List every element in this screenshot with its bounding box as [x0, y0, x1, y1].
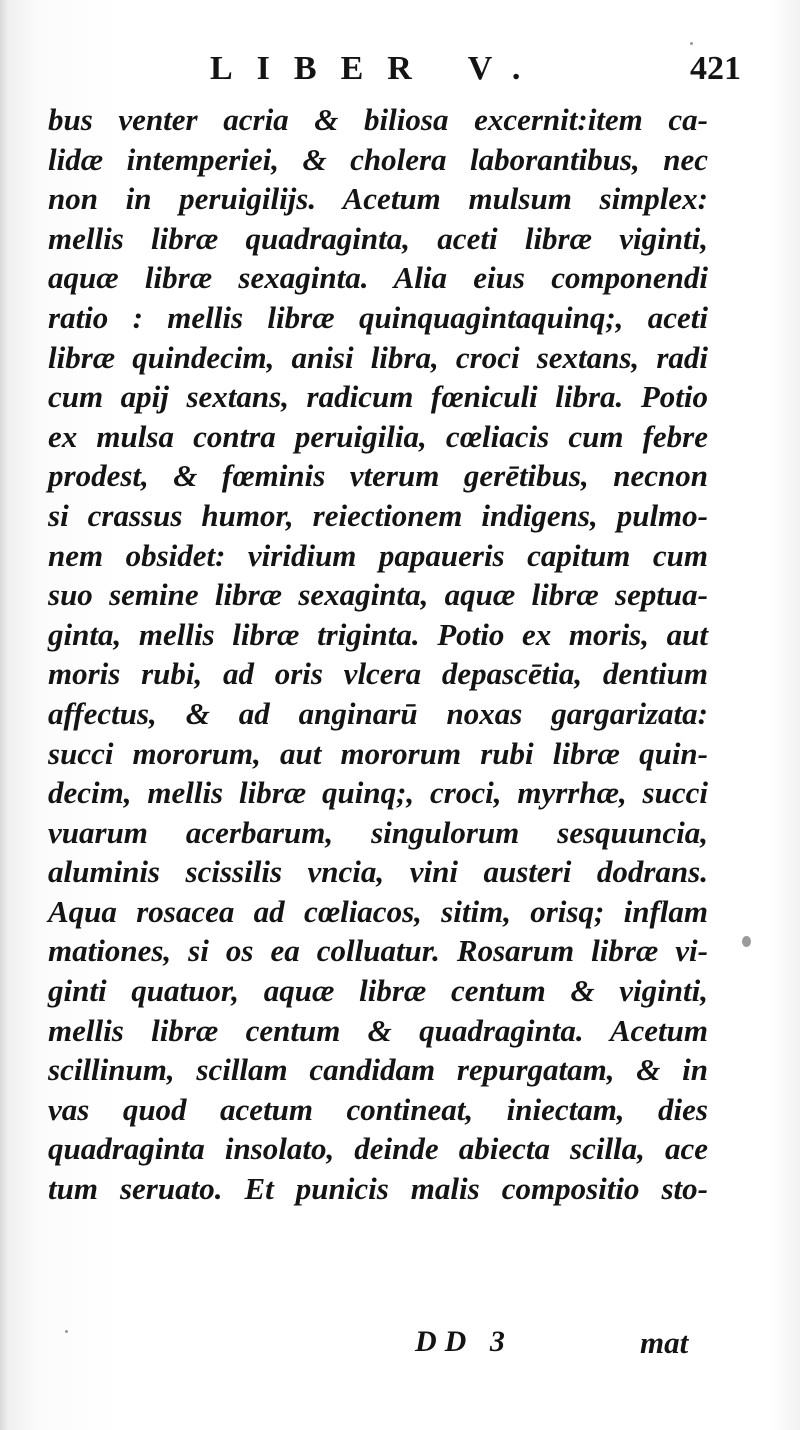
text-line: Aqua rosacea ad cœliacos, sitim, orisq; inflam [48, 893, 708, 929]
text-line: vas quod acetum contineat, iniectam, dies [48, 1091, 708, 1127]
text-line: suo semine libræ sexaginta, aquæ libræ septua- [48, 577, 708, 613]
text-line: ginta, mellis libræ triginta. Potio ex moris, aut [48, 616, 708, 652]
text-line: quadraginta insolato, deinde abiecta scilla, ace [48, 1131, 708, 1167]
text-line: non in peruigilijs. Acetum mulsum simplex: [48, 181, 708, 217]
running-head: LIBER V. [210, 50, 545, 87]
text-line: cum apij sextans, radicum fœniculi libra. Potio [48, 379, 708, 415]
text-line: moris rubi, ad oris vlcera depascētia, dentium [48, 656, 708, 692]
text-line: mellis libræ quadraginta, aceti libræ viginti, [48, 220, 708, 256]
text-line: ex mulsa contra peruigilia, cœliacis cum febre [48, 418, 708, 454]
text-line: tum seruato. Et punicis malis compositio sto- [48, 1171, 708, 1207]
text-line: bus venter acria & biliosa excernit:item ca- [48, 102, 708, 137]
signature-mark: DD 3 [415, 1325, 513, 1358]
text-line: vuarum acerbarum, singulorum sesquuncia, [48, 814, 708, 850]
text-line: mellis libræ centum & quadraginta. Acetum [48, 1012, 708, 1048]
body-text [48, 100, 708, 1209]
text-line: succi mororum, aut mororum rubi libræ quin- [48, 735, 708, 771]
paper-speck [65, 1330, 68, 1333]
text-line: si crassus humor, reiectionem indigens, pulmo- [48, 497, 708, 533]
text-line: decim, mellis libræ quinq;, croci, myrrhæ, succi [48, 775, 708, 811]
text-line: lidæ intemperiei, & cholera laborantibus, nec [48, 141, 708, 177]
catchword: mat [640, 1325, 689, 1360]
text-line: affectus, & ad anginarū noxas gargarizata: [48, 695, 708, 731]
text-line: aquæ libræ sexaginta. Alia eius componendi [48, 260, 708, 296]
paper-speck [742, 936, 751, 947]
page-header [0, 50, 800, 100]
text-line: nem obsidet: viridium papaueris capitum cum [48, 537, 708, 573]
text-line: mationes, si os ea colluatur. Rosarum libræ vi- [48, 933, 708, 969]
paper-speck [690, 42, 693, 45]
page-footer [0, 1325, 800, 1370]
page-number: 421 [690, 50, 741, 87]
text-line: aluminis scissilis vncia, vini austeri dodrans. [48, 854, 708, 890]
text-line: libræ quindecim, anisi libra, croci sextans, radi [48, 339, 708, 375]
text-line: ginti quatuor, aquæ libræ centum & viginti, [48, 973, 708, 1009]
text-line: prodest, & fœminis vterum gerētibus, necnon [48, 458, 708, 494]
text-line: scillinum, scillam candidam repurgatam, & in [48, 1052, 708, 1088]
text-line: ratio : mellis libræ quinquagintaquinq;, aceti [48, 299, 708, 335]
